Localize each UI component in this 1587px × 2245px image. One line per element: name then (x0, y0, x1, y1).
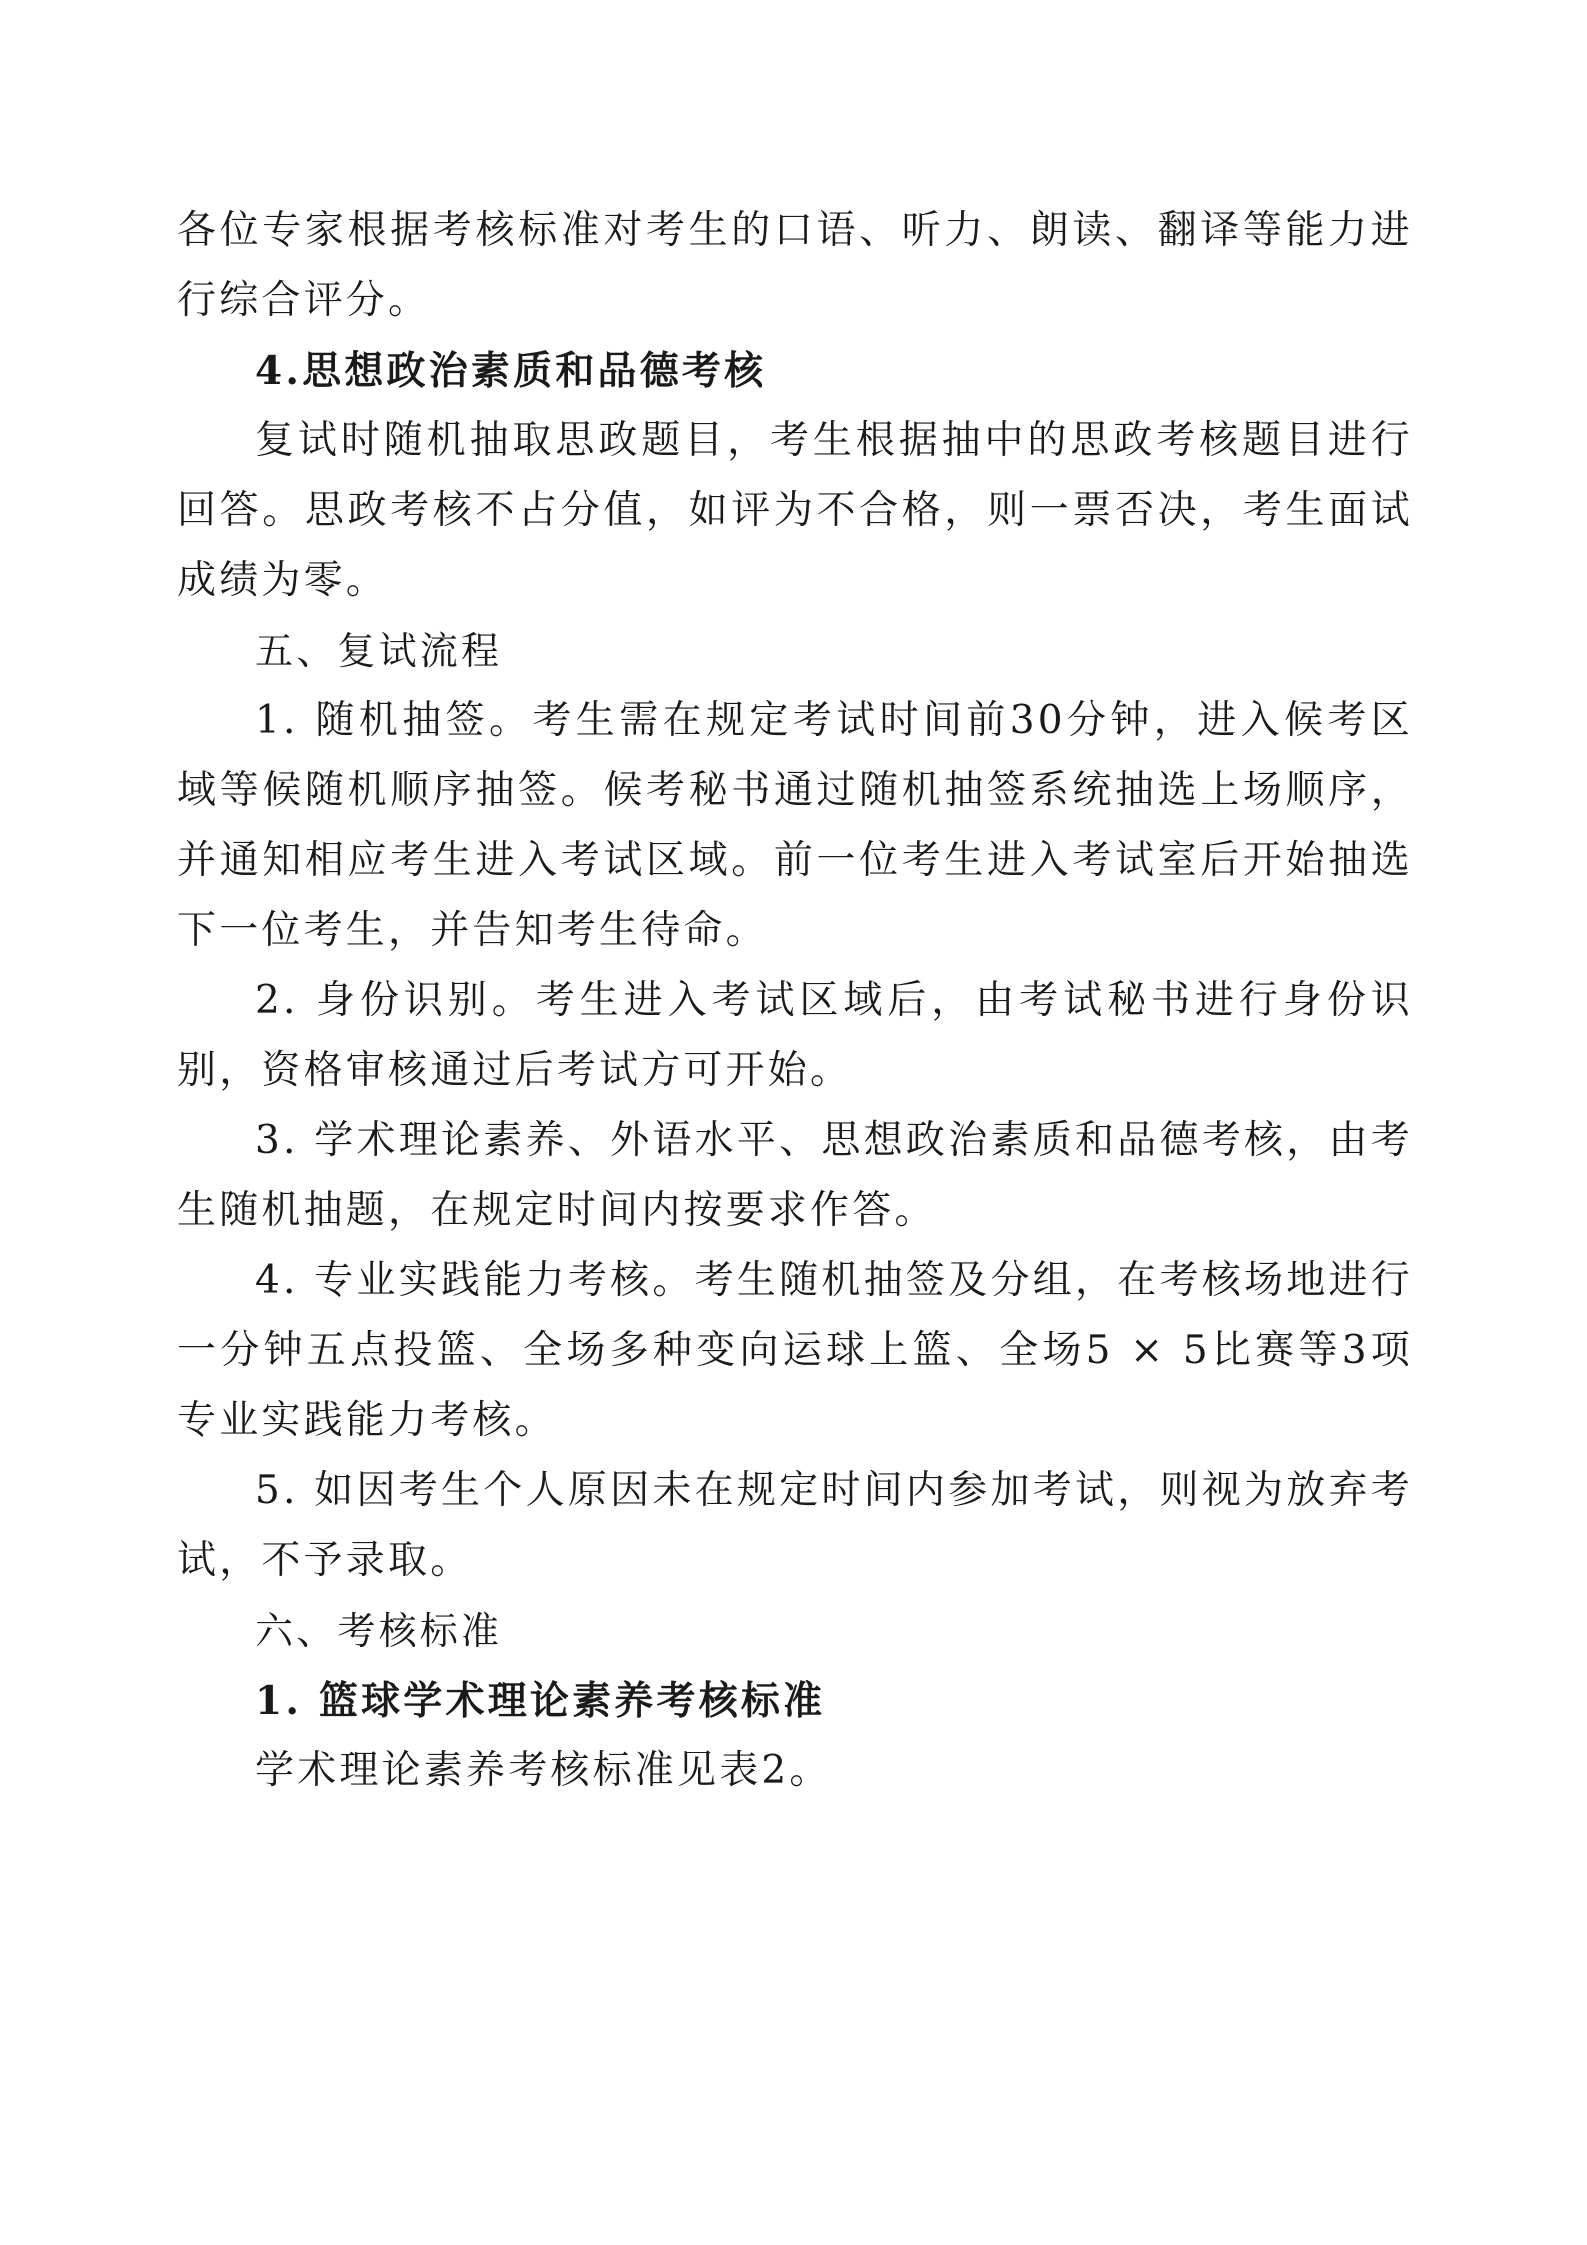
paragraph-ideological-assessment: 复试时随机抽取思政题目，考生根据抽中的思政考核题目进行回答。思政考核不占分值，如评为不合格，则一票否决，考生面试成绩为零。 (177, 418, 1413, 603)
paragraph-theory-language: 3. 学术理论素养、外语水平、思想政治素质和品德考核，由考生随机抽题，在规定时间内按要求作答。 (177, 1118, 1413, 1233)
heading-basketball-theory-standard: 1. 篮球学术理论素养考核标准 (255, 1678, 826, 1724)
paragraph-see-table: 学术理论素养考核标准见表2。 (255, 1748, 832, 1793)
paragraph-identity-check: 2. 身份识别。考生进入考试区域后，由考试秘书进行身份识别，资格审核通过后考试方可开始。 (177, 978, 1413, 1093)
paragraph-random-draw: 1. 随机抽签。考生需在规定考试时间前30分钟，进入候考区域等候随机顺序抽签。候考秘书通过随机抽签系统抽选上场顺序，并通知相应考生进入考试区域。前一位考生进入考试室后开始抽选下一位考生，并告知考生待命。 (177, 698, 1413, 953)
paragraph-absence-rule: 5. 如因考生个人原因未在规定时间内参加考试，则视为放弃考试，不予录取。 (177, 1468, 1413, 1583)
paragraph-continuation: 各位专家根据考核标准对考生的口语、听力、朗读、翻译等能力进行综合评分。 (177, 208, 1413, 323)
document-body (177, 196, 1413, 1806)
heading-retest-process: 五、复试流程 (255, 629, 503, 673)
heading-assessment-standards: 六、考核标准 (255, 1609, 503, 1653)
heading-ideological-assessment: 4.思想政治素质和品德考核 (255, 348, 767, 394)
paragraph-practical-ability: 4. 专业实践能力考核。考生随机抽签及分组，在考核场地进行一分钟五点投篮、全场多种变向运球上篮、全场5 × 5比赛等3项专业实践能力考核。 (177, 1258, 1413, 1443)
